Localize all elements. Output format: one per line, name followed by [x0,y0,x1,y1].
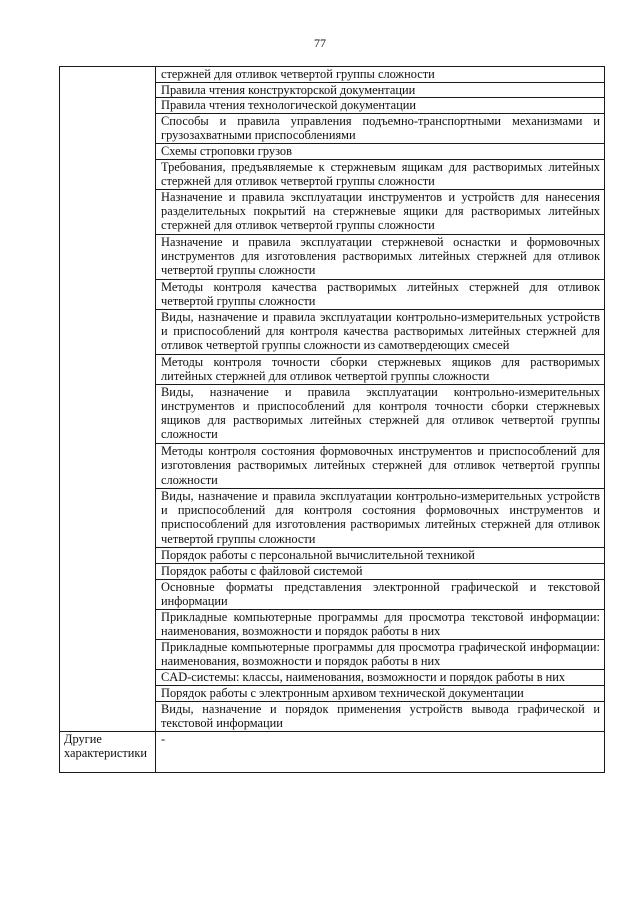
other-characteristics-label: Другие характеристики [60,732,156,773]
other-characteristics-value: - [156,732,605,773]
knowledge-item: Назначение и правила эксплуатации инструментов и устройств для нанесения разделительных покрытий на стержневые ящики для растворимых литейных стержней для отливок четвертой группы сложности [156,189,605,234]
knowledge-item: Виды, назначение и правила эксплуатации контрольно-измерительных инструментов и приспособлений для контроля точности сборки стержневых ящиков для растворимых литейных стержней для отливок четвертой группы сложности [156,384,605,443]
knowledge-item: Требования, предъявляемые к стержневым ящикам для растворимых литейных стержней для отливок четвертой группы сложности [156,159,605,189]
knowledge-item: CAD-системы: классы, наименования, возможности и порядок работы в них [156,670,605,686]
knowledge-item: Виды, назначение и порядок применения устройств вывода графической и текстовой информации [156,701,605,731]
knowledge-item: Прикладные компьютерные программы для просмотра текстовой информации: наименования, возможности и порядок работы в них [156,609,605,639]
table-row [60,732,605,773]
knowledge-item: стержней для отливок четвертой группы сложности [156,67,605,83]
knowledge-item: Основные форматы представления электронной графической и текстовой информации [156,579,605,609]
knowledge-item: Способы и правила управления подъемно-транспортными механизмами и грузозахватными приспособлениями [156,113,605,143]
competency-table [59,66,605,773]
knowledge-item: Методы контроля качества растворимых литейных стержней для отливок четвертой группы сложности [156,279,605,309]
knowledge-item: Виды, назначение и правила эксплуатации контрольно-измерительных устройств и приспособлений для контроля состояния формовочных инструментов и приспособлений для изготовления растворимых литейных стержней для отливок четвертой группы сложности [156,489,605,548]
knowledge-label-cell [60,67,156,732]
knowledge-item: Прикладные компьютерные программы для просмотра графической информации: наименования, возможности и порядок работы в них [156,640,605,670]
knowledge-item: Виды, назначение и правила эксплуатации контрольно-измерительных устройств и приспособлений для контроля качества растворимых литейных стержней для отливок четвертой группы сложности из самотвердеющих смесей [156,309,605,354]
knowledge-item: Правила чтения конструкторской документации [156,82,605,98]
page-number: 77 [314,36,326,50]
knowledge-item: Порядок работы с персональной вычислительной техникой [156,548,605,564]
knowledge-item: Схемы строповки грузов [156,144,605,160]
knowledge-item: Методы контроля точности сборки стержневых ящиков для растворимых литейных стержней для отливок четвертой группы сложности [156,354,605,384]
knowledge-item: Порядок работы с файловой системой [156,564,605,580]
knowledge-item: Правила чтения технологической документации [156,98,605,114]
table-row [60,67,605,83]
knowledge-item: Назначение и правила эксплуатации стержневой оснастки и формовочных инструментов для изготовления растворимых литейных стержней для отливок четвертой группы сложности [156,234,605,279]
knowledge-item: Порядок работы с электронным архивом технической документации [156,686,605,702]
competency-table-body [60,67,605,773]
knowledge-item: Методы контроля состояния формовочных инструментов и приспособлений для изготовления растворимых литейных стержней для отливок четвертой группы сложности [156,444,605,489]
